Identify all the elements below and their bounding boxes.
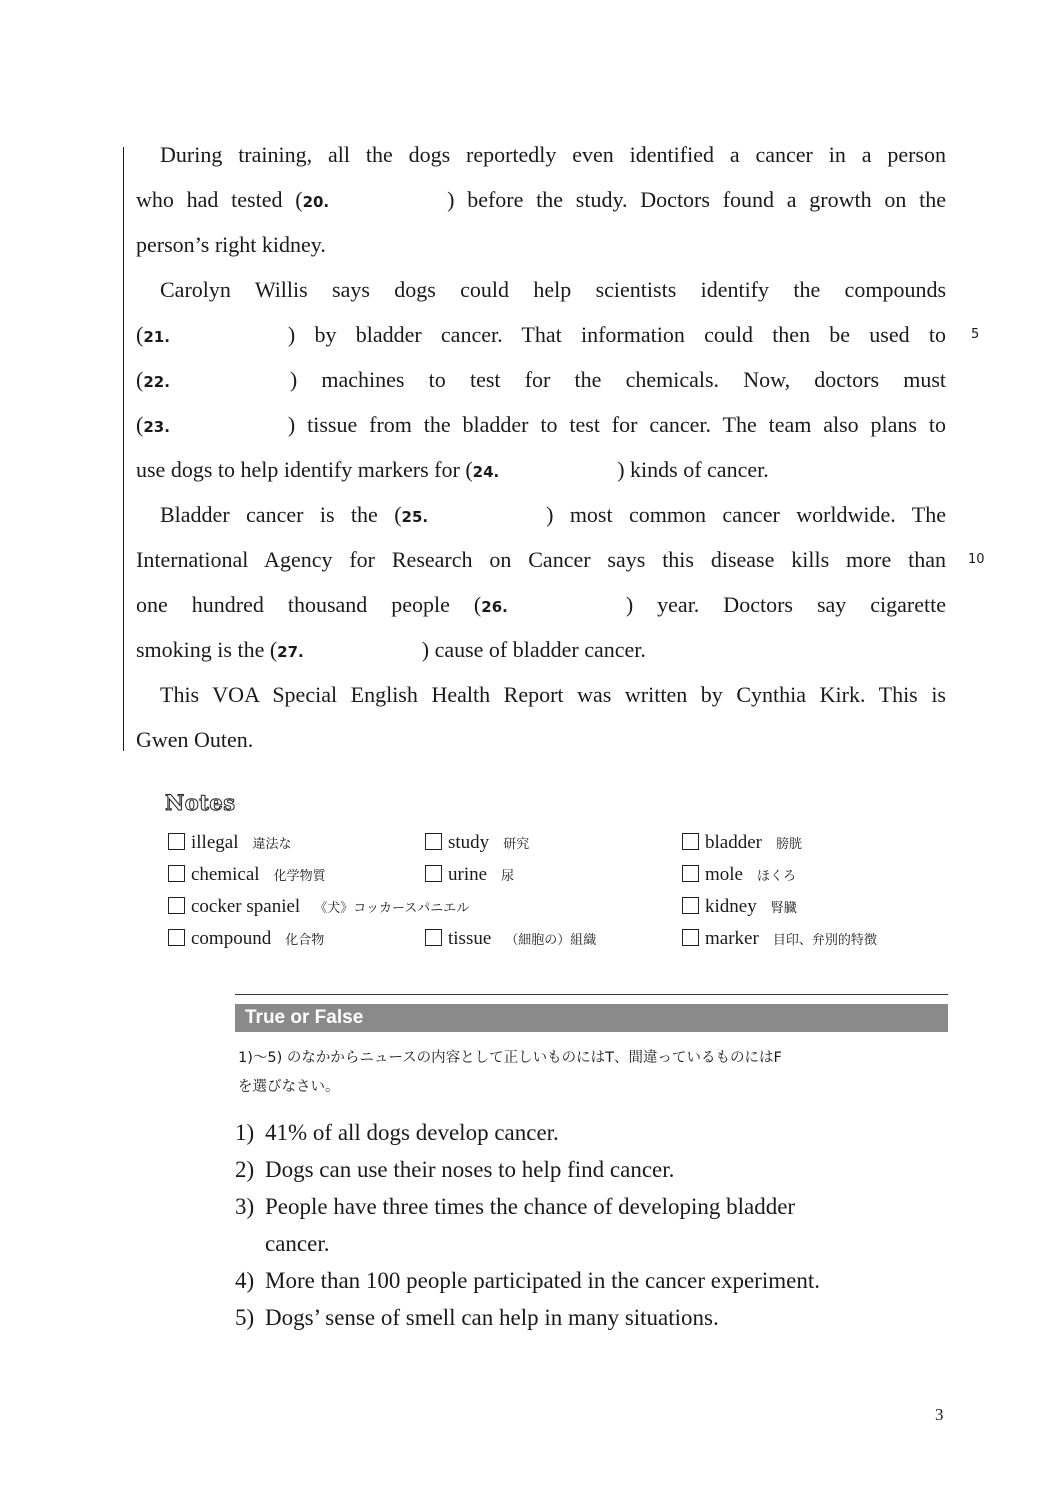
- margin-rule: [123, 147, 124, 751]
- question-item: [235, 1114, 559, 1151]
- passage-line: [136, 582, 946, 627]
- checkbox[interactable]: [168, 833, 185, 850]
- note-translation: 研究: [503, 837, 530, 852]
- note-translation: 化学物質: [273, 869, 326, 884]
- note-item: [682, 830, 802, 858]
- passage-text: one hundred thousand people (: [136, 592, 482, 617]
- note-term: bladder: [705, 832, 762, 853]
- question-number: 4): [235, 1268, 255, 1293]
- passage-line-text: International Agency for Research on Cancer says this disease kills more than: [136, 547, 946, 572]
- passage-text: ) by bladder cancer. That information could then be used to: [287, 322, 946, 347]
- section-rule: [235, 994, 948, 995]
- passage-line: [136, 537, 946, 582]
- line-number: 5: [971, 327, 980, 342]
- passage-line-text: During training, all the dogs reportedly even identified a cancer in a person: [160, 142, 946, 167]
- blank-25[interactable]: 25.: [401, 508, 429, 526]
- question-item: [235, 1262, 820, 1299]
- passage-line-text: Carolyn Willis says dogs could help scientists identify the compounds: [160, 277, 946, 302]
- checkbox[interactable]: [682, 929, 699, 946]
- passage-line-text: Gwen Outen.: [136, 727, 254, 752]
- passage-text: Bladder cancer is the (: [160, 502, 402, 527]
- passage-text: ) most common cancer worldwide. The: [546, 502, 946, 527]
- question-text: Dogs can use their noses to help find cancer.: [265, 1157, 675, 1182]
- note-item: [425, 862, 514, 890]
- question-number: 2): [235, 1157, 255, 1182]
- checkbox[interactable]: [168, 929, 185, 946]
- passage-line: [160, 267, 946, 312]
- passage-line: [136, 402, 946, 447]
- question-item: [235, 1188, 795, 1225]
- instruction-line: を選びなさい。: [238, 1079, 340, 1095]
- passage-line: [160, 672, 946, 717]
- note-item: [425, 830, 529, 858]
- blank-24[interactable]: 24.: [472, 463, 500, 481]
- passage-text: ) tissue from the bladder to test for cancer. The team also plans to: [287, 412, 946, 437]
- note-translation: 目印、弁別的特徴: [772, 933, 877, 948]
- note-term: study: [448, 832, 490, 853]
- passage-text: ) kinds of cancer.: [617, 457, 769, 482]
- note-item: [168, 926, 324, 954]
- blank-26[interactable]: 26.: [481, 598, 508, 616]
- passage-line: [160, 492, 946, 537]
- checkbox[interactable]: [425, 833, 442, 850]
- true-false-instructions: [238, 1044, 953, 1102]
- blank-22[interactable]: 22.: [143, 373, 170, 391]
- question-item: [235, 1151, 674, 1188]
- passage-text: (: [136, 412, 144, 437]
- passage-text: (: [136, 322, 144, 347]
- passage-text: who had tested (: [136, 187, 303, 212]
- passage-line: [136, 312, 946, 357]
- passage-text: (: [136, 367, 144, 392]
- question-number: 3): [235, 1194, 255, 1219]
- note-item: [168, 862, 326, 890]
- note-translation: 違法な: [252, 837, 292, 852]
- passage-line: [136, 177, 946, 222]
- passage-text: ) before the study. Doctors found a growth on the: [447, 187, 947, 212]
- question-number: 5): [235, 1305, 255, 1330]
- note-item: [682, 894, 797, 922]
- passage-line: [136, 717, 946, 762]
- question-text: People have three times the chance of developing bladder: [265, 1194, 796, 1219]
- checkbox[interactable]: [682, 865, 699, 882]
- question-text: Dogs’ sense of smell can help in many situations.: [265, 1305, 719, 1330]
- note-item: [425, 926, 596, 954]
- note-term: kidney: [705, 896, 757, 917]
- note-term: chemical: [191, 864, 260, 885]
- note-term: mole: [705, 864, 743, 885]
- note-translation: （細胞の）組織: [505, 933, 597, 948]
- question-item: [235, 1299, 719, 1336]
- note-item: [682, 862, 796, 890]
- instruction-line: 1)～5) のなかからニュースの内容として正しいものにはT、間違っているものにはF: [238, 1050, 782, 1066]
- note-item: [168, 894, 469, 922]
- blank-23[interactable]: 23.: [143, 418, 170, 436]
- passage-line: [136, 357, 946, 402]
- passage-text: ) machines to test for the chemicals. Now, doctors must: [289, 367, 946, 392]
- note-term: tissue: [448, 928, 492, 949]
- passage-line-text: This VOA Special English Health Report was written by Cynthia Kirk. This is: [160, 682, 946, 707]
- note-term: marker: [705, 928, 759, 949]
- checkbox[interactable]: [168, 897, 185, 914]
- question-text: More than 100 people participated in the cancer experiment.: [265, 1268, 820, 1293]
- note-translation: 膀胱: [775, 837, 802, 852]
- passage-line: [160, 132, 946, 177]
- note-translation: ほくろ: [757, 869, 797, 884]
- note-item: [682, 926, 877, 954]
- note-translation: 化合物: [285, 933, 325, 948]
- note-term: compound: [191, 928, 272, 949]
- passage-text: use dogs to help identify markers for (: [136, 457, 473, 482]
- note-translation: 腎臓: [770, 901, 797, 916]
- question-number: 1): [235, 1120, 255, 1145]
- note-term: urine: [448, 864, 488, 885]
- notes-title: Notes: [165, 790, 236, 815]
- passage-line: [136, 222, 946, 267]
- checkbox[interactable]: [682, 833, 699, 850]
- passage-line-text: person’s right kidney.: [136, 232, 326, 257]
- checkbox[interactable]: [682, 897, 699, 914]
- checkbox[interactable]: [168, 865, 185, 882]
- blank-27[interactable]: 27.: [277, 643, 304, 661]
- passage-text: smoking is the (: [136, 637, 278, 662]
- note-translation: 《犬》コッカースパニエル: [314, 901, 470, 916]
- passage-text: ) cause of bladder cancer.: [421, 637, 646, 662]
- passage-text: ) year. Doctors say cigarette: [625, 592, 947, 617]
- true-false-header: True or False: [235, 1004, 948, 1032]
- passage-line: [136, 447, 946, 492]
- note-translation: 尿: [501, 869, 515, 884]
- question-text: cancer.: [265, 1231, 330, 1256]
- blank-21[interactable]: 21.: [143, 328, 170, 346]
- line-number: 10: [968, 552, 985, 567]
- checkbox[interactable]: [425, 865, 442, 882]
- checkbox[interactable]: [425, 929, 442, 946]
- question-text: 41% of all dogs develop cancer.: [265, 1120, 559, 1145]
- note-term: cocker spaniel: [191, 896, 301, 917]
- page-number: 3: [935, 1405, 944, 1424]
- note-item: [168, 830, 292, 858]
- note-term: illegal: [191, 832, 239, 853]
- question-continuation: [235, 1225, 329, 1262]
- blank-20[interactable]: 20.: [302, 193, 330, 211]
- passage-line: [136, 627, 946, 672]
